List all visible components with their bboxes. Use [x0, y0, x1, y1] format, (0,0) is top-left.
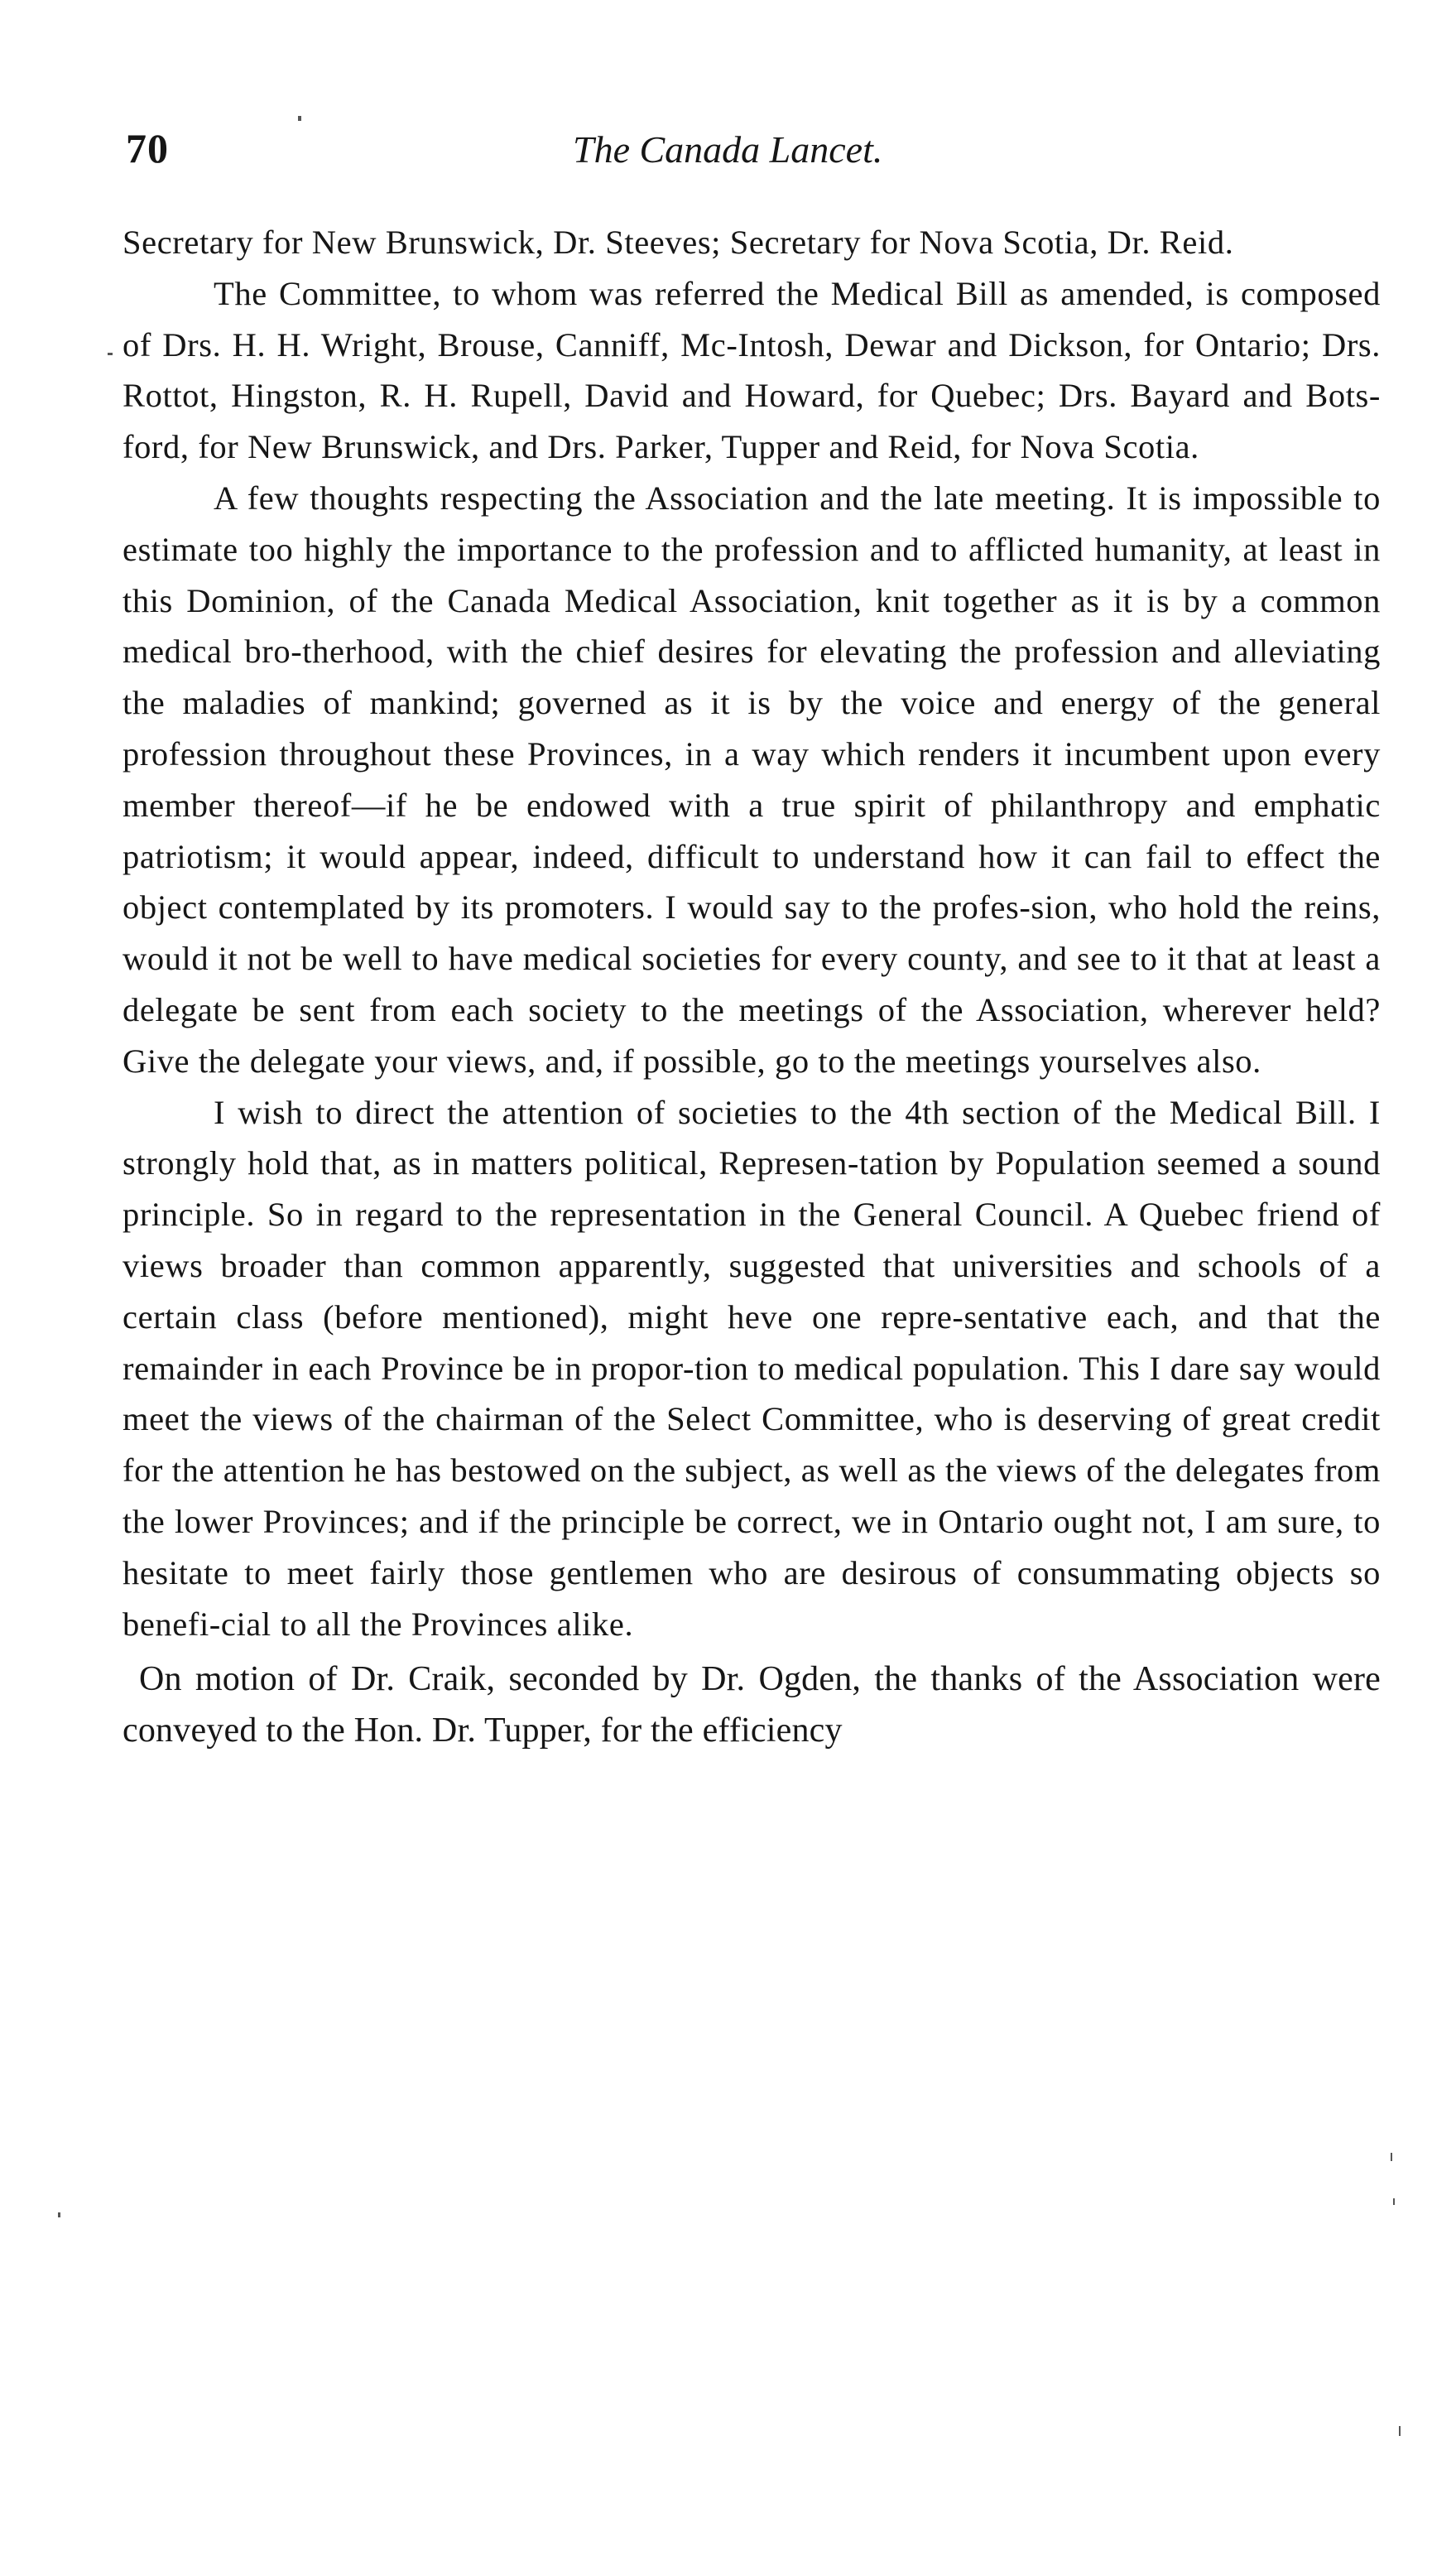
- scan-speck: [1391, 2153, 1392, 2161]
- scan-speck: [1393, 2198, 1395, 2205]
- article-body: [123, 217, 1381, 1757]
- scan-speck: [58, 2212, 60, 2217]
- scan-speck: [108, 353, 113, 355]
- scan-speck: [298, 116, 301, 121]
- journal-title: The Canada Lancet.: [573, 128, 883, 171]
- paragraph-secretaries: Secretary for New Brunswick, Dr. Steeves; Secretary for Nova Scotia, Dr. Reid.: [123, 224, 1234, 261]
- paragraph-thoughts: A few thoughts respecting the Association and the late meeting. It is impossible to estimate too highly the importance to the profession and to afflicted humanity, at least in this Dominion, of the Canada Medical Association, knit together as it is by a common medical bro-therhood, with the chief desires for elevating the profession and alleviating the maladies of mankind; governed as it is by the voice and energy of the general profession throughout these Provinces, in a way which renders it incumbent upon every member thereof—if he be endowed with a true spirit of philanthropy and emphatic patriotism; it would appear, indeed, difficult to understand how it can fail to effect the object contemplated by its promoters. I would say to the profes-sion, who hold the reins, would it not be well to have medical societies for every county, and see to it that at least a delegate be sent from each society to the meetings of the Association, wherever held? Give the delegate your views, and, if possible, go to the meetings yourselves also.: [123, 479, 1381, 1080]
- paragraph-committee: The Committee, to whom was referred the Medical Bill as amended, is composed of Drs. H. H. Wright, Brouse, Canniff, Mc-Intosh, Dewar and Dickson, for Ontario; Drs. Rottot, Hingston, R. H. Rupell, David and Howard, for Quebec; Drs. Bayard and Bots-ford, for New Brunswick, and Drs. Parker, Tupper and Reid, for Nova Scotia.: [123, 274, 1381, 466]
- page-number: 70: [126, 125, 169, 171]
- paragraph-medical-bill: I wish to direct the attention of societies to the 4th section of the Medical Bill. I strongly hold that, as in matters political, Represen-tation by Population seemed a sound principle. So in regard to the representation in the General Council. A Quebec friend of views broader than common apparently, suggested that universities and schools of a certain class (before mentioned), might heve one repre-sentative each, and that the remainder in each Province be in propor-tion to medical population. This I dare say would meet the views of the chairman of the Select Committee, who is deserving of great credit for the attention he has bestowed on the subject, as well as the views of the delegates from the lower Provinces; and if the principle be correct, we in Ontario ought not, I am sure, to hesitate to meet fairly those gentlemen who are desirous of consummating objects so benefi-cial to all the Provinces alike.: [123, 1093, 1381, 1643]
- scan-speck: [1399, 2426, 1401, 2436]
- running-head: [126, 124, 1367, 199]
- paragraph-motion: On motion of Dr. Craik, seconded by Dr. Ogden, the thanks of the Association were conveyed to the Hon. Dr. Tupper, for the efficiency: [123, 1660, 1381, 1750]
